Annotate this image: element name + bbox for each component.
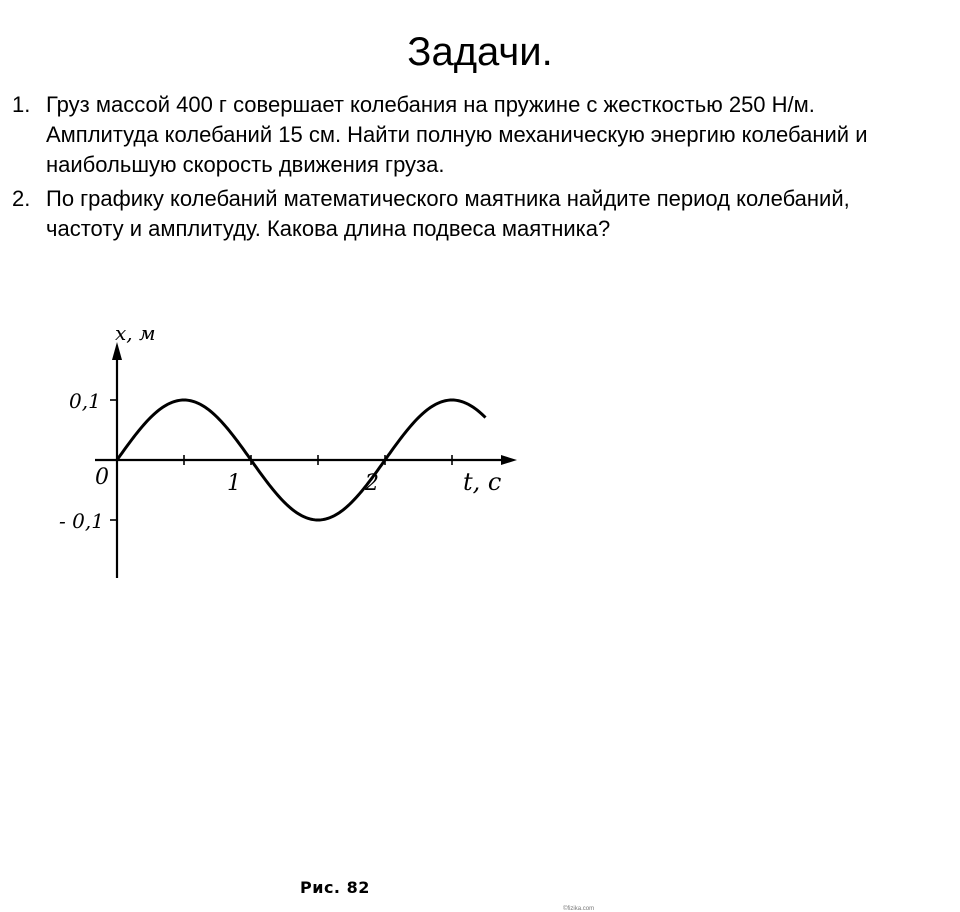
- oscillation-graph: [55, 320, 595, 912]
- slide-title: Задачи.: [407, 30, 553, 74]
- tick-label-x-1: 1: [227, 471, 241, 496]
- tick-label-x-2: 2: [365, 471, 379, 496]
- task-number: 2.: [12, 186, 31, 211]
- tick-label-y-min: - 0,1: [59, 509, 104, 533]
- x-axis-label: t, c: [463, 468, 502, 496]
- x-axis-arrow: [501, 455, 517, 465]
- task-text: Груз массой 400 г совершает колебания на пружине с жесткостью 250 Н/м. Амплитуда колебаний 15 см. Найти полную механическую энергию колебаний и наибольшую скорость движения груза.: [46, 92, 868, 177]
- task-list: [12, 90, 932, 248]
- task-item-1: [12, 90, 932, 180]
- task-number: 1.: [12, 92, 31, 117]
- y-axis-label: x, м: [115, 321, 156, 345]
- tick-label-x-0: 0: [95, 465, 109, 490]
- figure-watermark: ©fizika.com: [563, 906, 595, 912]
- task-item-2: [12, 184, 932, 244]
- oscillation-graph-svg: [55, 320, 555, 600]
- figure-caption: Рис. 82: [300, 878, 370, 897]
- task-text: По графику колебаний математического маятника найдите период колебаний, частоту и амплитуду. Какова длина подвеса маятника?: [46, 186, 850, 241]
- tick-label-y-max: 0,1: [69, 389, 101, 413]
